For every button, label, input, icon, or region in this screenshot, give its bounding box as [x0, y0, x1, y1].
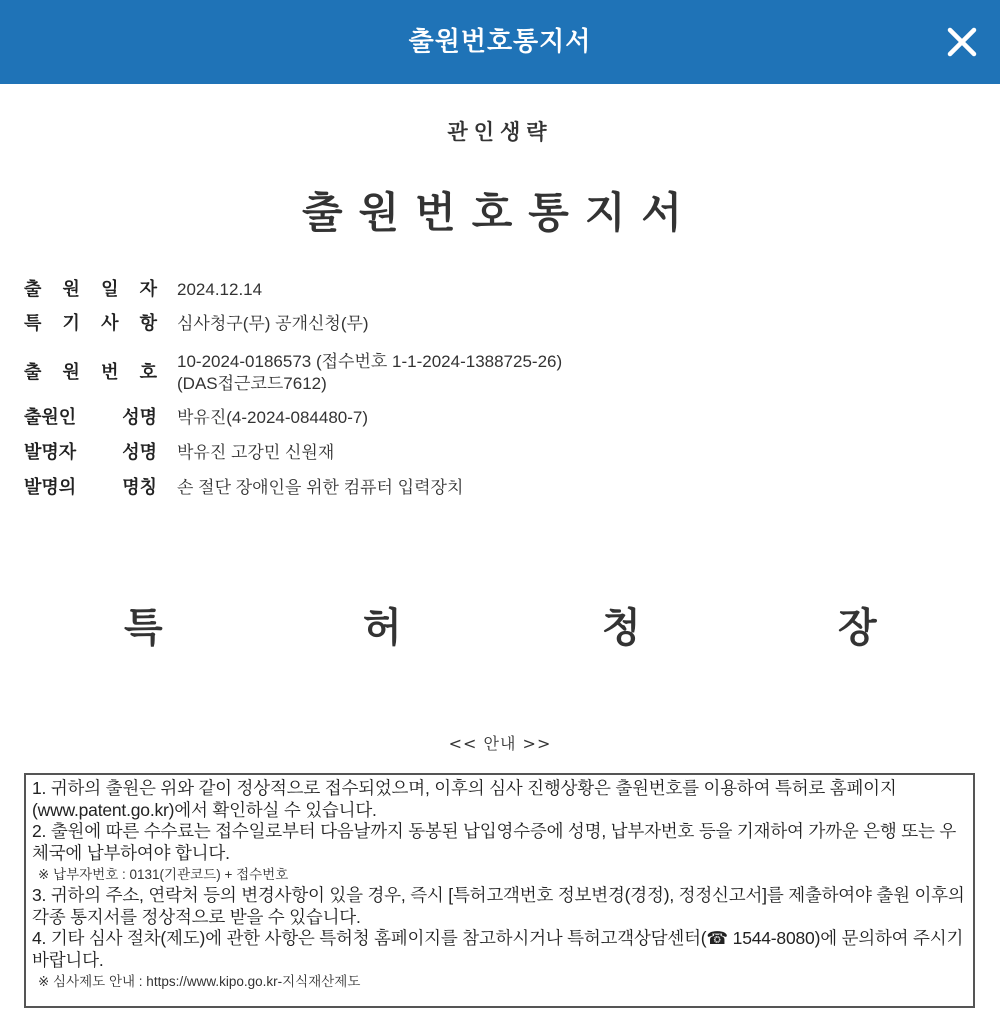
seal-omitted-text: 관인생략 [447, 120, 553, 144]
filing-date-row [24, 279, 262, 301]
invention-title-row [24, 477, 463, 499]
guide-note-payer-number: ※ 납부자번호 : 0131(기관코드) + 접수번호 [38, 867, 289, 882]
application-number-label: 출 원 번 호 [24, 362, 157, 383]
applicant-name-row [24, 407, 368, 429]
guide-item-2: 2. 출원에 따른 수수료는 접수일로부터 다음날까지 동봉된 납입영수증에 성명, 납부자번호 등을 기재하여 가까운 은행 또는 우체국에 납부하여야 합니다. [32, 821, 957, 863]
filing-date-label: 출 원 일 자 [24, 279, 157, 300]
das-access-code: (DAS접근코드7612) [177, 374, 327, 393]
filing-date-value: 2024.12.14 [177, 280, 263, 299]
special-notes-value: 심사청구(무) 공개신청(무) [177, 314, 369, 333]
application-number-line1: 10-2024-0186573 (접수번호 1-1-2024-1388725-26) [177, 352, 563, 371]
commissioner-char-1: 특 [124, 605, 163, 651]
guide-heading: << 안내 >> [448, 734, 552, 753]
commissioner-char-3: 청 [602, 605, 641, 651]
commissioner-signature [0, 596, 1000, 651]
inventor-name-label: 발명자 성명 [24, 442, 157, 463]
inventor-name-row [24, 442, 334, 464]
guide-note-exam-system: ※ 심사제도 안내 : https://www.kipo.go.kr-지식재산제도 [38, 974, 361, 989]
special-notes-label: 특 기 사 항 [24, 313, 157, 334]
application-number-value [177, 351, 562, 395]
inventor-name-value: 박유진 고강민 신원재 [177, 443, 335, 462]
guide-item-3: 3. 귀하의 주소, 연락처 등의 변경사항이 있을 경우, 즉시 [특허고객번호 정보변경(경정), 정정신고서]를 제출하여야 출원 이후의 각종 통지서를 정상적으로 받을 수 있습니다. [32, 885, 965, 927]
special-notes-row [24, 313, 369, 335]
guide-box [24, 773, 975, 1008]
dialog-title: 출원번호통지서 [408, 27, 592, 57]
guide-item-1: 1. 귀하의 출원은 위와 같이 정상적으로 접수되었으며, 이후의 심사 진행상황은 출원번호를 이용하여 특허로 홈페이지(www.patent.go.kr)에서 확인하실 수 있습니다. [32, 778, 897, 820]
close-button[interactable] [942, 22, 982, 62]
close-icon [942, 22, 982, 62]
invention-title-label: 발명의 명칭 [24, 477, 157, 498]
applicant-name-label: 출원인 성명 [24, 407, 157, 428]
application-number-row [24, 351, 562, 395]
dialog-header [0, 0, 1000, 84]
commissioner-char-4: 장 [838, 605, 877, 651]
applicant-name-value: 박유진(4-2024-084480-7) [177, 408, 369, 427]
guide-item-4: 4. 기타 심사 절차(제도)에 관한 사항은 특허청 홈페이지를 참고하시거나 특허고객상담센터(☎ 1544-8080)에 문의하여 주시기 바랍니다. [32, 928, 964, 970]
document-title: 출원번호통지서 [301, 188, 698, 237]
commissioner-char-2: 허 [363, 605, 402, 651]
invention-title-value: 손 절단 장애인을 위한 컴퓨터 입력장치 [177, 478, 464, 497]
